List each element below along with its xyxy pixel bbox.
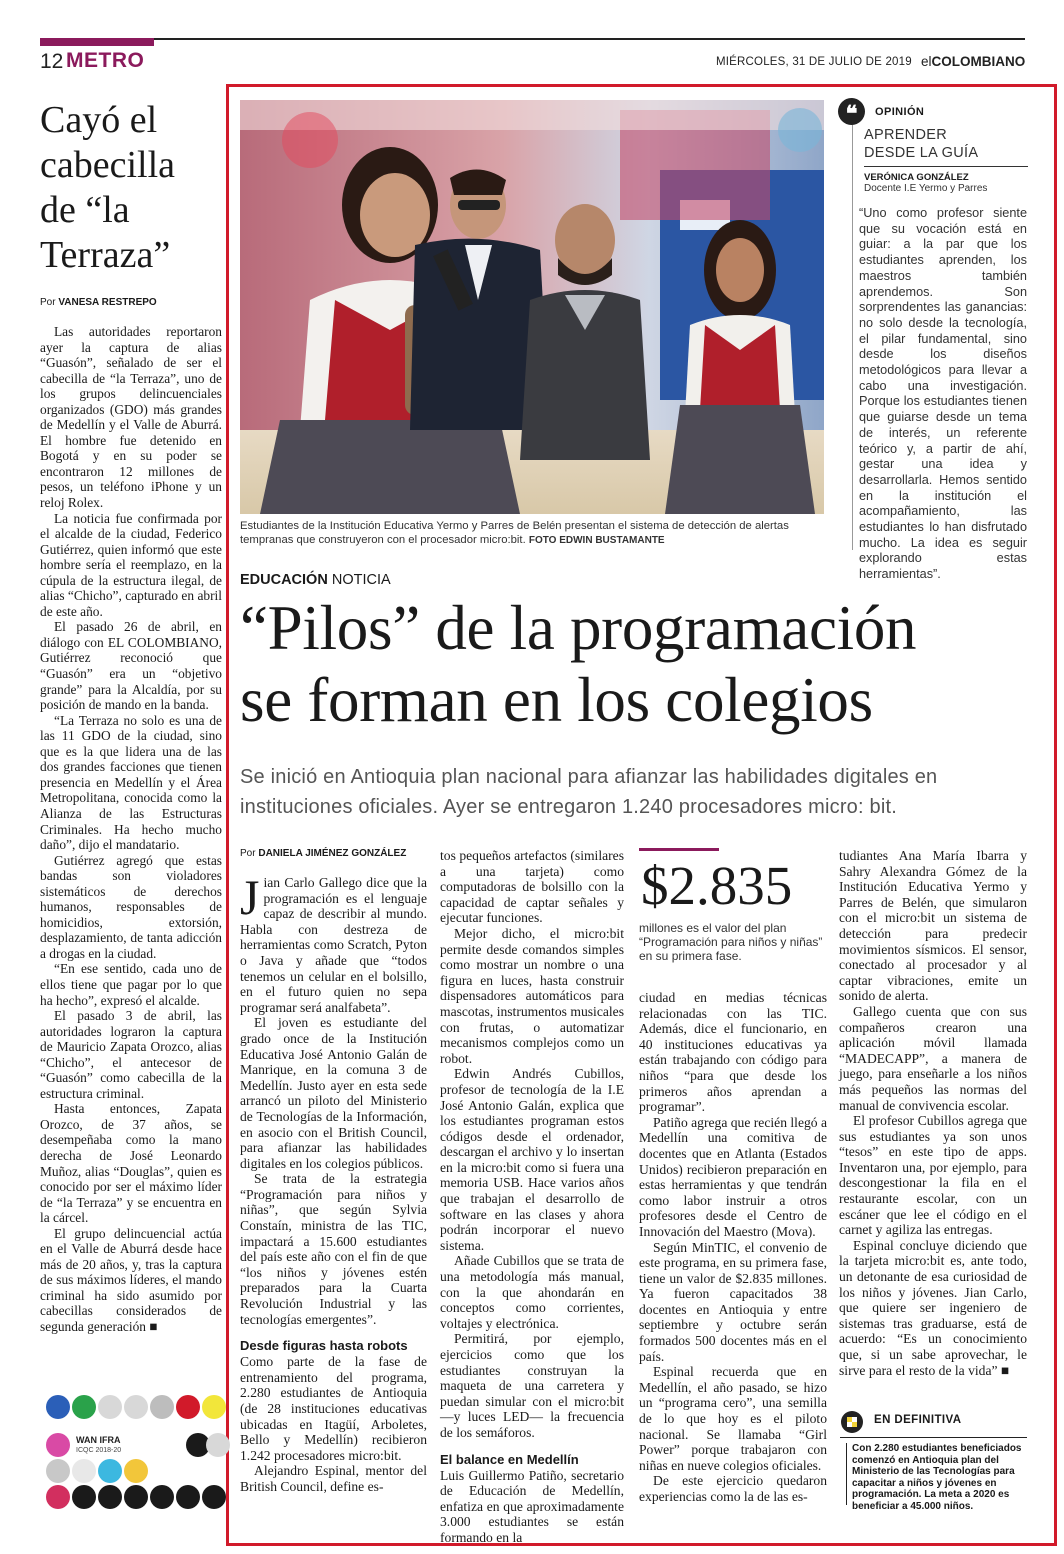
left-story-paragraph: “La Terraza no solo es una de las 11 GDO de la ciudad, sino que es la que lidera una de las dos grandes facciones que tienen presencia en Medellín y el Área Metropolitana, conocida como la Alianza de las Estructuras Criminales. Ha hecho mucho daño”, dijo el mandatario. [40,712,222,853]
opinion-label: OPINIÓN [875,106,925,118]
body-paragraph: El profesor Cubillos agrega que sus estudiantes ya son unos “tesos” en este tipo de apps. Inventaron una, por ejemplo, para descongestionar la fila en el restaurante escolar, con un escáner que lee el código en el carnet y agiliza las entregas. [839,1113,1027,1238]
story-deck: Se inició en Antioquia plan nacional para afianzar las habilidades digitales en instituciones oficiales. Ayer se entregaron 1.240 procesadores micro: bit. [240,766,938,818]
wan-ifra-brand: WAN IFRA [76,1435,121,1445]
photo-credit: FOTO EDWIN BUSTAMANTE [528,535,665,546]
body-column-4 [839,848,1027,1378]
left-story-paragraph: Hasta entonces, Zapata Orozco, de 37 años, se desempeñaba como la mano derecha de José Leonardo Muñoz, alias “Douglas”, quien es conocido por ser el máximo líder de “la Terraza” y se encuentra en la cárcel. [40,1101,222,1226]
color-swatch [124,1395,148,1419]
wan-ifra-subtitle: ICQC 2018-20 [76,1447,122,1454]
newspaper-logo: elCOLOMBIANO [921,54,1026,69]
main-story-byline: Por DANIELA JIMÉNEZ GONZÁLEZ [240,848,407,859]
body-paragraph: ciudad en medias técnicas relacionadas con las TIC. Además, dice el funcionario, en 40 instituciones educativas ya están trabajando con código para niños “para que desde los primeros años aprendan a programar”. [639,990,827,1115]
color-swatch [202,1485,226,1509]
body-paragraph: De este ejercicio quedaron experiencias como la de las es- [639,1473,827,1504]
left-story-paragraph: “En ese sentido, cada uno de ellos tiene que pagar por lo que ha hecho”, expresó el alcalde. [40,961,222,1008]
left-story-paragraph: Gutiérrez agregó que estas bandas son violadores sistemáticos de derechos humanos, responsables de homicidios, extorsión, desplazamiento, de tanta adicción a drogas en la ciudad. [40,852,222,961]
page-number: 12 [40,50,64,73]
color-swatch [46,1395,70,1419]
subhead: El balance en Medellín [440,1451,579,1467]
fact-accent-bar [639,848,719,851]
body-paragraph: Gallego cuenta que con sus compañeros crearon una aplicación móvil llamada “MADECAPP”, a manera de juego, para enseñarle a los niños más pequeños las normas del manual de convivencia escolar. [839,1003,1027,1113]
story-kicker: EDUCACIÓN NOTICIA [240,572,391,588]
left-story-headline: Cayó el cabecilla de “la Terraza” [40,99,176,276]
story-photo [240,100,824,514]
opinion-author-role: Docente I.E Yermo y Parres [864,183,988,194]
color-swatch [46,1485,70,1509]
body-paragraph: Como parte de la fase de entrenamiento del programa, 2.280 estudiantes de Antioquia (de 28 instituciones educativas ubicadas en Itagüí, Arboletes, Bello y Medellín) recibieron 1.242 procesadores micro:bit. [240,1354,427,1463]
opinion-author: VERÓNICA GONZÁLEZ [864,172,969,183]
left-story-paragraph: Las autoridades reportaron ayer la captura de alias “Guasón”, señalado de ser el cabecilla de “la Terraza”, uno de los grupos delincuenciales organizados (GDO) más grandes de Medellín y el Valle de Aburrá. El hombre fue detenido en Bogotá y en su poder se encontraron 12 millones de pesos, un teléfono iPhone y un reloj Rolex. [40,324,222,511]
color-swatch [98,1459,122,1483]
color-swatch [72,1459,96,1483]
left-story-paragraph: La noticia fue confirmada por el alcalde de la ciudad, Federico Gutiérrez, quien informó que este hombre sería el reemplazo, en la cúpula de la estructura ilegal, de alias “Chicho”, capturado en abril de este año. [40,510,222,619]
body-paragraph: tos pequeños artefactos (similares a una tarjeta) como computadoras de bolsillo con la capacidad de captar señales y ejecutar funciones. [440,848,624,926]
color-swatch [176,1395,200,1419]
body-paragraph: Según MinTIC, el convenio de este programa, en su primera fase, tiene un valor de $2.835 millones. Ya fueron capacitados 38 docentes en Antioquia y entre septiembre y octubre serán formados 500 docentes más en el país. [639,1239,827,1364]
color-swatch [150,1395,174,1419]
body-paragraph: Se trata de la estrategia “Programación para niños y niñas”, que según Sylvia Constaín, ministra de las TIC, impactará a 15.600 estudiantes del país este año con el fin de que “los niños y jóvenes estén preparados para la Cuarta Revolución Industrial y las tecnologías emergentes”. [240,1171,427,1327]
fact-number: $2.835 [641,855,793,916]
left-story-paragraph: El pasado 3 de abril, las autoridades lograron la captura de Mauricio Zapata Orozco, alias “Chicho”, el antecesor de “Guasón” como cabecilla de la estructura criminal. [40,1008,222,1101]
body-paragraph: Añade Cubillos que se trata de una metodología más manual, con la que ahondarán en conceptos como corrientes, voltajes y electrónica. [440,1253,624,1331]
color-swatch [176,1485,200,1509]
section-name: METRO [66,49,145,72]
color-swatch [124,1485,148,1509]
body-paragraph: Edwin Andrés Cubillos, profesor de tecnología de la I.E José Antonio Galán, explica que los estudiantes programan estos códigos desde el ordenador, descargan el archivo y lo insertan en la micro:bit como si fuera una memoria USB. Hace varios años que trabajan el desarrollo de software en las clases y ahora podrán incorporar el nuevo sistema. [440,1066,624,1253]
body-paragraph: Patiño agrega que recién llegó a Medellín una comitiva de docentes que en Atlanta (Estados Unidos) recibieron preparación en estas herramientas y que tendrán como labor instruir a otros profesores desde el Centro de Innovación del Maestro (Mova). [639,1114,827,1239]
photo-caption: Estudiantes de la Institución Educativa Yermo y Parres de Belén presentan el sistema de detección de alertas tempranas que construyeron con el procesador micro:bit. FOTO EDWIN BUSTAMANTE [240,520,789,546]
color-swatch [72,1485,96,1509]
opinion-quote: “Uno como profesor siente que su vocación está en guiar: a la par que los estudiantes aprenden, los maestros también aprendemos. Son sorprendentes las ganancias: no solo desde la tecnología, el pilar fundamental, sino desde los diseños metodológicos para llevar a cabo una investigación. Porque los estudiantes tienen que guiarse desde un tema de interés, un referente teórico y, a partir de ahí, gestar una idea y desarrollarla. Hemos sentido en la institución el acompañamiento, las estudiantes lo han disfrutado mucho. La idea es seguir explorando estas herramientas”. [859,206,1027,582]
left-story-body [40,324,222,1335]
left-story-paragraph: El grupo delincuencial actúa en el Valle de Aburrá desde hace más de 20 años, y, tras la captura de sus máximos líderes, el mando criminal ha sido asumido por cabecillas considerados de segunda generación ■ [40,1225,222,1334]
definitiva-bar [846,1443,847,1505]
publication-date: MIÉRCOLES, 31 DE JULIO DE 2019 [716,56,912,68]
body-paragraph: Espinal concluye diciendo que la tarjeta micro:bit es, ante todo, un detonante de esa curiosidad de los niños y jóvenes. Jian Carlo, que quiere ser ingeniero de sistemas tras graduarse, está de acuerdo: “Es un conocimiento que, si un sabe aprovechar, le sirve para el resto de la vida” ■ [839,1237,1027,1378]
definitiva-text: Con 2.280 estudiantes beneficiados comenzó en Antioquia plan del Ministerio de las Tecnologías para capacitar a niños y jóvenes en programación. La meta a 2020 es beneficiar a 45.000 niños. [852,1443,1022,1512]
dropcap: J [240,869,260,925]
body-paragraph: Espinal recuerda que en Medellín, el año pasado, se hizo un “programa cero”, una semilla de lo que hoy es el piloto nacional. Se llamaba “Girl Power” porque trabajaron con niñas en nueve colegios oficiales. [639,1364,827,1473]
left-story-paragraph: El pasado 26 de abril, en diálogo con EL COLOMBIANO, Gutiérrez reconoció que “Guasón” era un “objetivo grande” para la Alcaldía, por su posición de mando en la banda. [40,619,222,713]
color-swatch [46,1459,70,1483]
lead-paragraph: Jian Carlo Gallego dice que la programación es el lenguaje capaz de describir al mundo. Habla con destreza de herramientas como Scratch, Pyton o Java y añade que “todos tenemos un celular en el bolsillo, en el futuro quien no sepa programar será analfabeta”. [240,869,427,1015]
opinion-title: APRENDER DESDE LA GUÍA [864,127,979,161]
body-column-3 [639,990,827,1505]
definitiva-label: EN DEFINITIVA [874,1414,962,1426]
color-swatch [206,1433,230,1457]
left-story-byline: Por VANESA RESTREPO [40,297,157,308]
quote-icon: ❝ [838,98,865,125]
opinion-rule [864,166,1028,167]
subhead: Desde figuras hasta robots [240,1338,408,1354]
body-paragraph: tudiantes Ana María Ibarra y Sahry Alexandra Gómez de la Institución Educativa Yermo y Parres de Belén, que simularon con el micro:bit un sistema de detección para predecir movimientos sísmicos. El sensor, conectado al procesador y al captar vibraciones, emite un sonido de alerta. [839,848,1027,1004]
color-swatch [150,1485,174,1509]
header-rule [40,38,1025,40]
definitiva-rule [840,1437,1027,1438]
body-paragraph: El joven es estudiante del grado once de la Institución Educativa José Antonio Galán de Manrique, en la comuna 3 de Medellín. Justo ayer en esta sede arrancó un piloto del Ministerio de Tecnologías de la Información, en asocio con el British Council, para afianzar las habilidades digitales en los colegios públicos. [240,1015,427,1171]
color-swatch [202,1395,226,1419]
print-color-bar [46,1395,226,1535]
body-paragraph: Permitirá, por ejemplo, ejercicios como que los estudiantes construyan la maqueta de una carretera y puedan simular con el micro:bit —y luces LED— la frecuencia de los semáforos. [440,1331,624,1440]
opinion-divider [852,98,853,550]
main-headline: “Pilos” de la programación se forman en los colegios [240,593,917,735]
color-swatch [98,1485,122,1509]
section-accent-bar [40,38,154,46]
body-paragraph: Mejor dicho, el micro:bit permite desde comandos simples como mostrar un nombre o una figura en luces, hasta construir dispensadores automáticos para mascotas, instrumentos musicales con frutas, o automatizar mecanismos complejos como un robot. [440,925,624,1066]
color-swatch [124,1459,148,1483]
fact-text: millones es el valor del plan “Programación para niños y niñas” en su primera fase. [639,921,823,963]
body-paragraph: Luis Guillermo Patiño, secretario de Educación de Medellín, enfatiza en que aproximadamente 3.000 estudiantes se están formando en la [440,1467,624,1545]
body-column-2 [440,848,624,1546]
checkered-icon [840,1410,864,1434]
body-paragraph: Alejandro Espinal, mentor del British Council, define es- [240,1463,427,1494]
color-swatch [98,1395,122,1419]
body-column-1 [240,848,427,1495]
color-swatch [46,1433,70,1457]
color-swatch [72,1395,96,1419]
